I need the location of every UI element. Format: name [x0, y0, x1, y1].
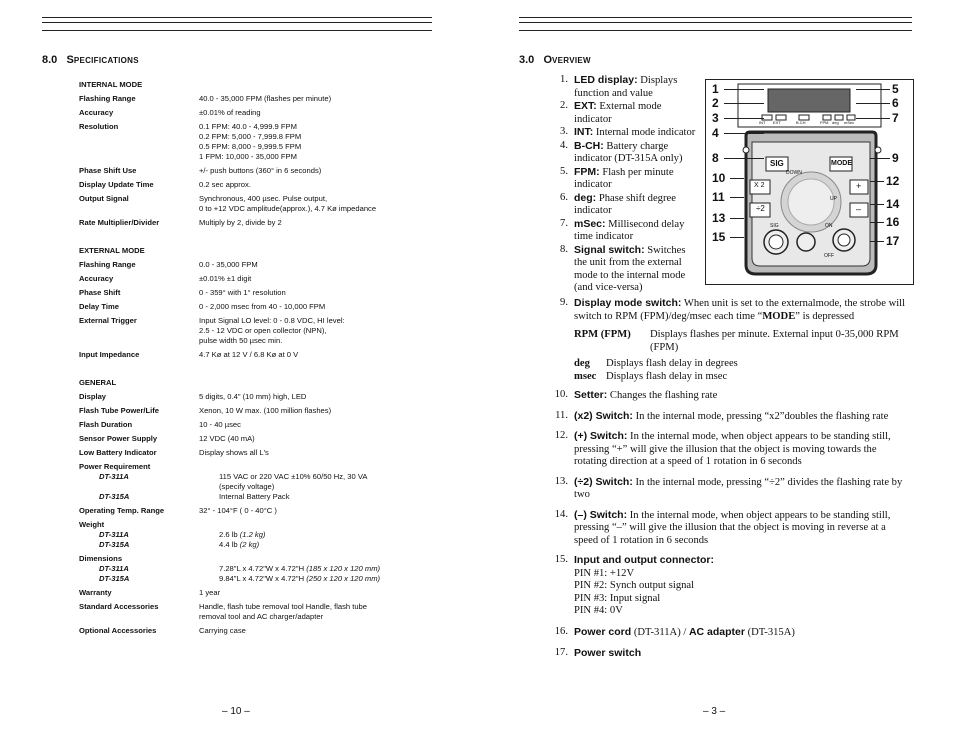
list-item: [548, 244, 698, 295]
spec-value: 0 - 2,000 msec from 40 - 10,000 FPM: [199, 302, 326, 311]
callout-number: 7: [892, 111, 899, 125]
led-label: mSec: [844, 120, 855, 125]
callout-number: 17: [886, 234, 900, 248]
item-heading: (÷2) Switch:: [574, 475, 633, 488]
list-item: [548, 140, 698, 166]
plus-button-label: +: [856, 181, 862, 191]
spec-label: Display Update Time: [79, 180, 154, 189]
spec-row: [79, 288, 419, 298]
spec-label: Phase Shift: [79, 288, 121, 297]
spec-row: [79, 94, 419, 104]
spec-label: Rate Multiplier/Divider: [79, 218, 160, 227]
callout-line: [730, 237, 744, 238]
internal-mode-heading: INTERNAL MODE: [79, 80, 143, 89]
callout-line: [856, 103, 890, 104]
spec-value: ±0.01% ±1 digit: [199, 274, 252, 283]
top-rule-right-3: [519, 30, 912, 31]
spec-row: DT-315A 4.4 lb (2 kg): [99, 540, 260, 549]
external-mode-heading: EXTERNAL MODE: [79, 246, 145, 255]
mode-row: [574, 371, 910, 384]
spec-value: 40.0 - 35,000 FPM (flashes per minute): [199, 94, 332, 103]
item-number: 8.: [560, 243, 568, 255]
item-heading: EXT:: [574, 100, 597, 112]
list-item: [548, 476, 910, 502]
mode-desc: Displays flash delay in msec: [606, 370, 728, 382]
item-text: Flash per minute indicator: [574, 166, 674, 190]
item-heading: deg:: [574, 191, 597, 204]
spec-table: [79, 80, 419, 636]
spec-row: [79, 316, 419, 346]
callout-number: 12: [886, 174, 900, 188]
callout-line: [870, 222, 884, 223]
top-rule-left-3: [42, 30, 432, 31]
spec-row: Low Battery Indicator Display shows all L's: [79, 448, 269, 457]
pin-line: PIN #3: Input signal: [574, 592, 661, 604]
mode-key: msec: [574, 370, 597, 382]
top-rule-right-1: [519, 17, 912, 18]
item-number: 10.: [554, 389, 568, 400]
item-number: 14.: [554, 508, 568, 520]
list-item: 17. Power switch: [554, 647, 642, 659]
spec-label: Delay Time: [79, 302, 119, 311]
callout-line: [730, 197, 744, 198]
list-item: [548, 430, 910, 469]
list-item: [548, 192, 698, 218]
spec-row: DT-315A Internal Battery Pack: [99, 492, 290, 501]
spec-label: Flashing Range: [79, 260, 136, 269]
callout-line: [724, 89, 764, 90]
spec-row: Sensor Power Supply 12 VDC (40 mA): [79, 434, 255, 443]
spec-row: Dimensions: [79, 554, 123, 563]
spec-value: 0 - 359° with 1° resolution: [199, 288, 286, 297]
item-text: In the internal mode, when object appears to be standing still, pressing “+” will give the illusion that the object is moving towards the rotating direction at a speed of 1 rotation in 6 seconds: [574, 431, 891, 467]
callout-number: 6: [892, 96, 899, 110]
on-label: ON: [825, 223, 833, 229]
callout-number: 10: [712, 171, 726, 185]
item-number: 2.: [560, 100, 568, 111]
item-heading: (–) Switch:: [574, 508, 628, 521]
spec-row: Optional Accessories Carrying case: [79, 626, 246, 635]
item-text: External mode indicator: [574, 101, 662, 125]
pin-line: PIN #1: +12V: [574, 567, 635, 579]
spec-row: DT-311A 2.6 lb (1.2 kg): [99, 530, 266, 539]
led-label: EXT: [773, 120, 781, 125]
callout-line: [724, 118, 764, 119]
general-heading: GENERAL: [79, 378, 117, 387]
item-number: 5.: [560, 165, 568, 177]
item-heading: Signal switch:: [574, 243, 645, 256]
callout-line: [870, 241, 884, 242]
spec-row: Power Requirement: [79, 462, 151, 471]
callout-line: [856, 118, 890, 119]
item-text: Changes the flashing rate: [607, 390, 718, 401]
spec-label: External Trigger: [79, 316, 137, 325]
spec-row: Weight: [79, 520, 105, 529]
item-number: 3.: [560, 126, 568, 137]
item-number: 13.: [554, 475, 568, 487]
list-item: [548, 126, 698, 140]
item-text: Battery charge indicator (DT-315A only): [574, 140, 683, 164]
list-item: [548, 218, 698, 244]
mode-key: deg: [574, 358, 590, 369]
callout-line: [724, 158, 764, 159]
spec-row: [79, 122, 419, 162]
item-text: In the internal mode, when object appears to be standing still, pressing “–” will give the illusion that the object is moving in reverse at a speed of 1 rotation in 6 seconds: [574, 509, 891, 546]
top-rule-left-1: [42, 17, 432, 18]
item-heading: (+) Switch:: [574, 430, 628, 442]
callout-number: 8: [712, 151, 719, 165]
spec-row: Standard Accessories Handle, flash tube removal tool Handle, flash tube removal tool and AC charger/adapter: [79, 602, 368, 621]
mode-row: [574, 329, 910, 354]
spec-row: [79, 302, 419, 312]
spec-label: Phase Shift Use: [79, 166, 137, 175]
callout-number: 11: [712, 190, 725, 204]
callout-line: [724, 133, 764, 134]
spec-row: [79, 180, 419, 190]
sig-button-label: SIG: [770, 159, 784, 168]
mode-button-label: MODE: [831, 160, 852, 167]
item-text: Switches the unit from the external mode to the internal mode (and vice-versa): [574, 244, 686, 293]
list-item: [548, 74, 698, 100]
mode-row: [574, 358, 910, 371]
list-item: [548, 410, 910, 424]
spec-row: Operating Temp. Range 32° - 104°F ( 0 - 40°C ): [79, 506, 277, 515]
spec-value: Synchronous, 400 µsec. Pulse output, 0 to +12 VDC amplitude(approx.), 4.7 Kø impedance: [199, 194, 377, 213]
overview-title: 3.0 OVERVIEW: [519, 54, 591, 66]
item-text: Millisecond delay time indicator: [574, 218, 685, 242]
mode-desc: Displays flashes per minute. External input 0-35,000 RPM (FPM): [650, 329, 899, 353]
sig-connector-label: SIG: [770, 223, 779, 229]
off-label: OFF: [824, 253, 834, 259]
spec-row: [79, 218, 419, 228]
spec-label: Flashing Range: [79, 94, 136, 103]
item-heading: (x2) Switch:: [574, 409, 633, 422]
list-item: [548, 166, 698, 192]
callout-number: 2: [712, 96, 719, 110]
callout-line: [724, 103, 764, 104]
spec-row: Flash Tube Power/Life Xenon, 10 W max. (100 million flashes): [79, 406, 332, 415]
spec-row: [79, 350, 419, 360]
item-number: 1.: [560, 74, 568, 85]
spec-row: [79, 108, 419, 118]
overview-list-bottom: [548, 297, 910, 661]
led-label: B.CH: [796, 120, 806, 125]
spec-value: +/- push buttons (360° in 6 seconds): [199, 166, 322, 175]
callout-line: [730, 178, 744, 179]
callout-number: 9: [892, 151, 899, 165]
callout-number: 16: [886, 215, 900, 229]
spec-row: [79, 274, 419, 284]
list-item: [548, 100, 698, 126]
callout-number: 14: [886, 197, 900, 211]
spec-row: [79, 260, 419, 270]
spec-label: Input Impedance: [79, 350, 140, 359]
item-number: 4.: [560, 139, 568, 151]
item-text: In the internal mode, pressing “x2”doubles the flashing rate: [632, 410, 889, 422]
callout-line: [856, 89, 890, 90]
spec-value: 0.0 - 35,000 FPM: [199, 260, 258, 269]
pin-line: PIN #2: Synch output signal: [574, 580, 695, 591]
list-item: [548, 509, 910, 548]
specifications-title: 8.0 SPECIFICATIONS: [42, 54, 139, 66]
page-number-left: – 10 –: [222, 706, 250, 717]
item-number: 12.: [554, 430, 568, 441]
spec-label: Resolution: [79, 122, 119, 131]
list-item: 15. Input and output connector: PIN #1: +12V PIN #2: Synch output signal PIN #3: Input signal PIN #4: 0V: [548, 554, 910, 618]
spec-row: [79, 194, 419, 214]
callout-number: 5: [892, 82, 899, 96]
spec-row: DT-315A 9.84"L x 4.72"W x 4.72"H (250 x 120 x 120 mm): [99, 574, 381, 583]
item-number: 11.: [555, 409, 568, 421]
spec-label: Accuracy: [79, 108, 114, 117]
item-number: 6.: [560, 191, 568, 203]
item-number: 7.: [560, 217, 568, 229]
front-panel-diagram: [705, 79, 914, 285]
spec-row: DT-311A 7.28"L x 4.72"W x 4.72"H (185 x 120 x 120 mm): [99, 564, 381, 573]
item-heading: mSec:: [574, 217, 606, 230]
up-label: UP: [830, 196, 837, 202]
led-label: INT: [759, 120, 766, 125]
led-label: deg: [832, 120, 839, 125]
list-item: 16. Power cord (DT-311A) / AC adapter (DT-315A): [554, 625, 795, 638]
mode-desc: Displays flash delay in degrees: [606, 358, 738, 369]
item-text: Phase shift degree indicator: [574, 192, 676, 216]
spec-row: Warranty 1 year: [79, 588, 221, 597]
item-heading: B-CH:: [574, 139, 604, 152]
overview-list-top: [548, 74, 698, 295]
callout-number: 3: [712, 111, 719, 125]
x2-button-label: X 2: [754, 182, 765, 189]
mode-key: RPM (FPM): [574, 329, 631, 340]
callout-number: 4: [712, 126, 719, 140]
item-text: Internal mode indicator: [593, 127, 696, 138]
spec-value: 0.2 sec approx.: [199, 180, 251, 189]
pin-line: PIN #4: 0V: [574, 605, 623, 616]
list-item: 9. Display mode switch: When unit is set to the externalmode, the strobe will switch to RPM (FPM)/deg/msec each time “MODE” is depressed: [560, 297, 906, 322]
spec-row: Display 5 digits, 0.4" (10 mm) high, LED: [79, 392, 307, 401]
page-number-right: – 3 –: [703, 706, 726, 717]
div2-button-label: ÷2: [756, 204, 765, 213]
callout-number: 13: [712, 211, 726, 225]
callout-line: [730, 218, 744, 219]
callout-line: [870, 204, 884, 205]
led-label: FPM: [820, 120, 829, 125]
spec-row: Flash Duration 10 - 40 µsec: [79, 420, 241, 429]
callout-line: [870, 158, 890, 159]
callout-line: [870, 181, 884, 182]
spec-value: Input Signal LO level: 0 - 0.8 VDC, HI level: 2.5 - 12 VDC or open collector (NPN), pulse width 50 µsec min.: [199, 316, 345, 345]
front-panel-drawing: [706, 80, 913, 284]
spec-value: 0.1 FPM: 40.0 - 4,999.9 FPM 0.2 FPM: 5,000 - 7,999.8 FPM 0.5 FPM: 8,000 - 9,999.5 FPM 1 FPM: 10,000 - 35,000 FPM: [199, 122, 302, 161]
item-heading: LED display:: [574, 74, 638, 86]
spec-label: Output Signal: [79, 194, 129, 203]
item-heading: FPM:: [574, 165, 600, 178]
spec-value: 4.7 Kø at 12 V / 6.8 Kø at 0 V: [199, 350, 299, 359]
down-label: DOWN: [786, 170, 802, 176]
callout-number: 15: [712, 230, 726, 244]
spec-row: DT-311A 115 VAC or 220 VAC ±10% 60/50 Hz, 30 VA (specify voltage): [99, 472, 368, 491]
item-text: Displays function and value: [574, 75, 678, 99]
callout-number: 1: [712, 82, 719, 96]
spec-label: Accuracy: [79, 274, 114, 283]
minus-button-label: –: [856, 204, 862, 214]
list-item: [548, 389, 910, 403]
item-heading: INT:: [574, 126, 594, 138]
spec-value: ±0.01% of reading: [199, 108, 261, 117]
spec-value: Multiply by 2, divide by 2: [199, 218, 282, 227]
item-text: In the internal mode, pressing “÷2” divides the flashing rate by two: [574, 476, 903, 500]
top-rule-left-2: [42, 22, 432, 23]
top-rule-right-2: [519, 22, 912, 23]
item-heading: Setter:: [574, 389, 608, 401]
spec-row: [79, 166, 419, 176]
